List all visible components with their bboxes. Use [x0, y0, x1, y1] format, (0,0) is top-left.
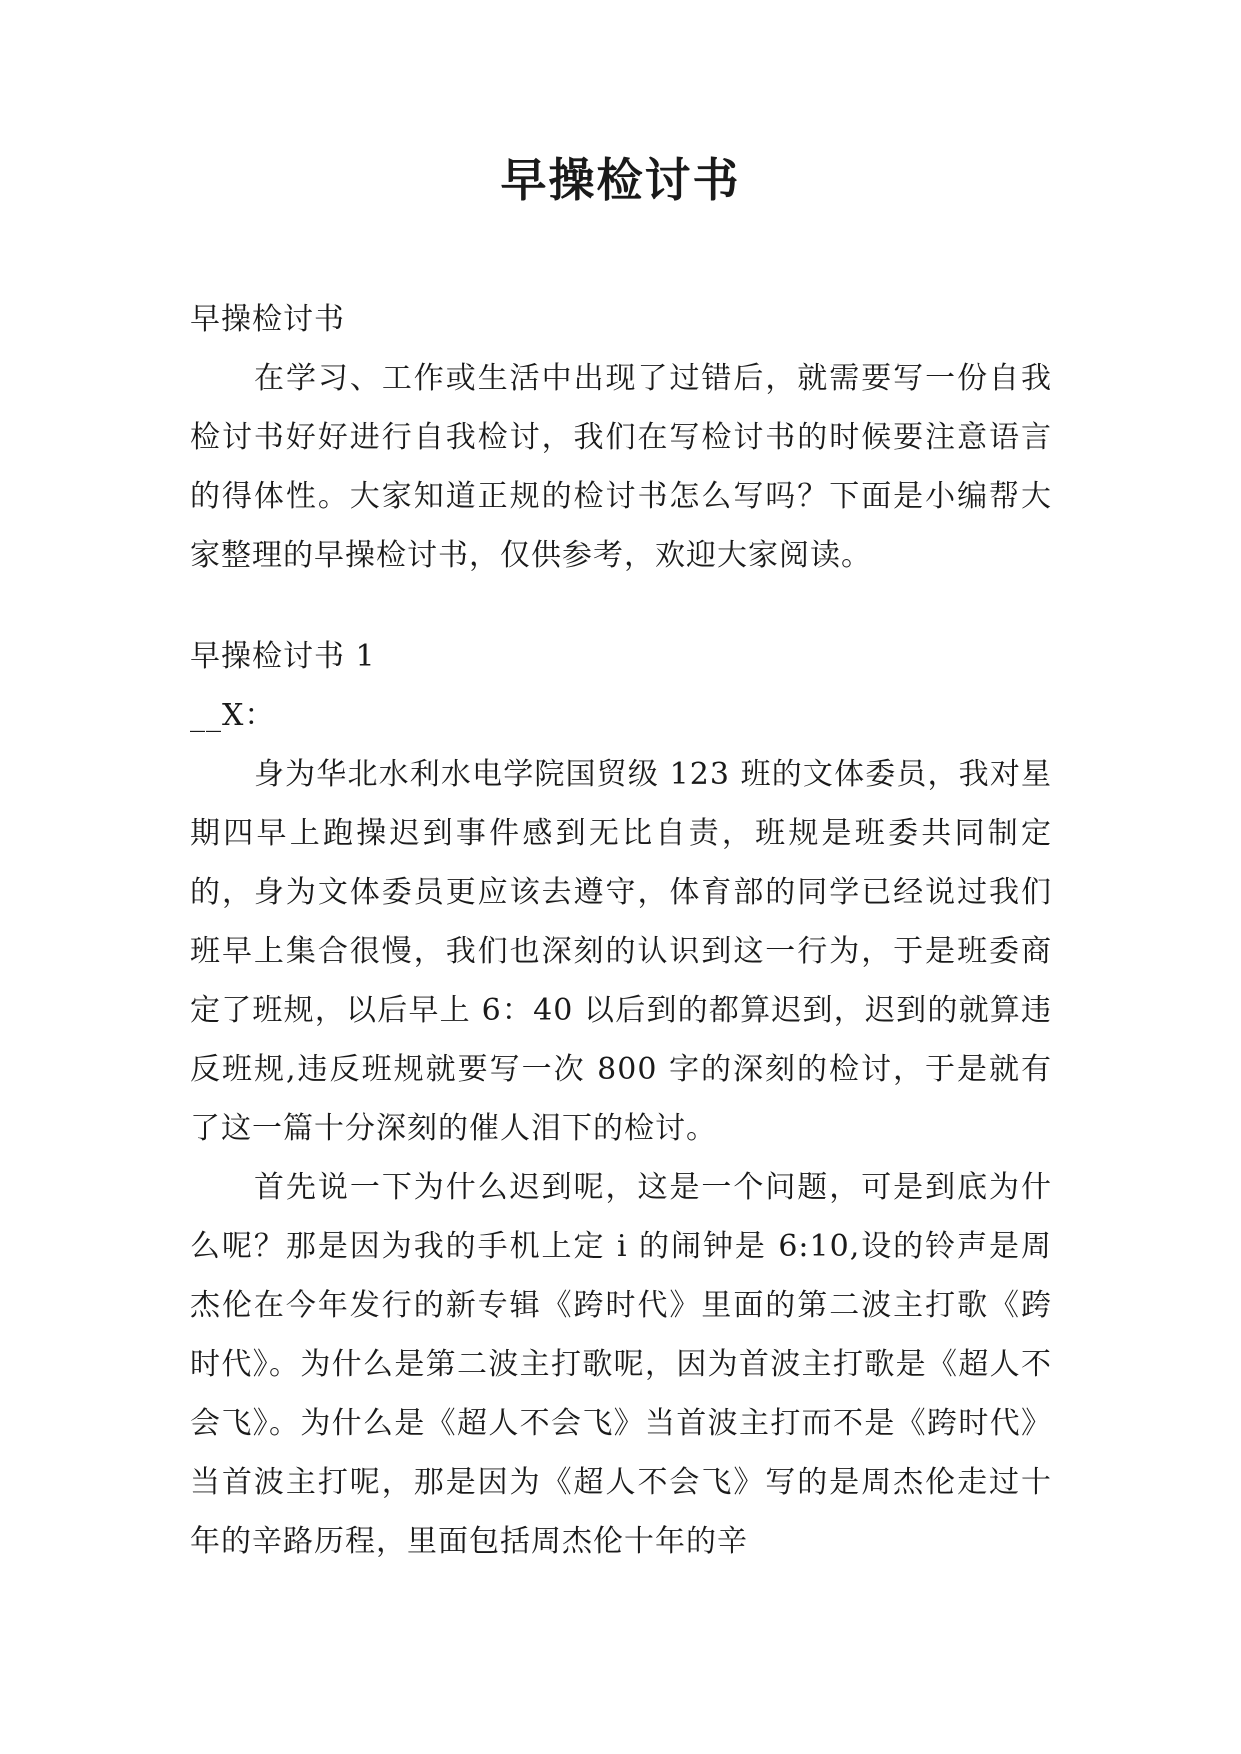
- section-spacer: [190, 585, 1052, 627]
- document-body: [190, 290, 1052, 1571]
- intro-paragraph: 在学习、工作或生活中出现了过错后，就需要写一份自我检讨书好好进行自我检讨，我们在写检讨书的时候要注意语言的得体性。大家知道正规的检讨书怎么写吗？下面是小编帮大家整理的早操检讨书，仅供参考，欢迎大家阅读。: [190, 361, 1052, 573]
- document-title: 早操检讨书: [500, 153, 741, 207]
- section-heading: 早操检讨书 1: [190, 639, 376, 674]
- body-paragraph-1: 身为华北水利水电学院国贸级 123 班的文体委员，我对星期四早上跑操迟到事件感到无比自责，班规是班委共同制定的，身为文体委员更应该去遵守，体育部的同学已经说过我们班早上集合很慢，我们也深刻的认识到这一行为，于是班委商定了班规，以后早上 6：40 以后到的都算迟到，迟到的就算违反班规,违反班规就要写一次 800 字的深刻的检讨，于是就有了这一篇十分深刻的催人泪下的检讨。: [190, 757, 1052, 1146]
- body-paragraph-2: 首先说一下为什么迟到呢，这是一个问题，可是到底为什么呢？那是因为我的手机上定 i 的闹钟是 6:10,设的铃声是周杰伦在今年发行的新专辑《跨时代》里面的第二波主打歌《跨时代》。为什么是第二波主打歌呢，因为首波主打歌是《超人不会飞》。为什么是《超人不会飞》当首波主打而不是《跨时代》当首波主打呢，那是因为《超人不会飞》写的是周杰伦走过十年的辛路历程，里面包括周杰伦十年的辛: [190, 1170, 1052, 1559]
- intro-heading: 早操检讨书: [190, 302, 345, 337]
- salutation: __X：: [190, 698, 276, 733]
